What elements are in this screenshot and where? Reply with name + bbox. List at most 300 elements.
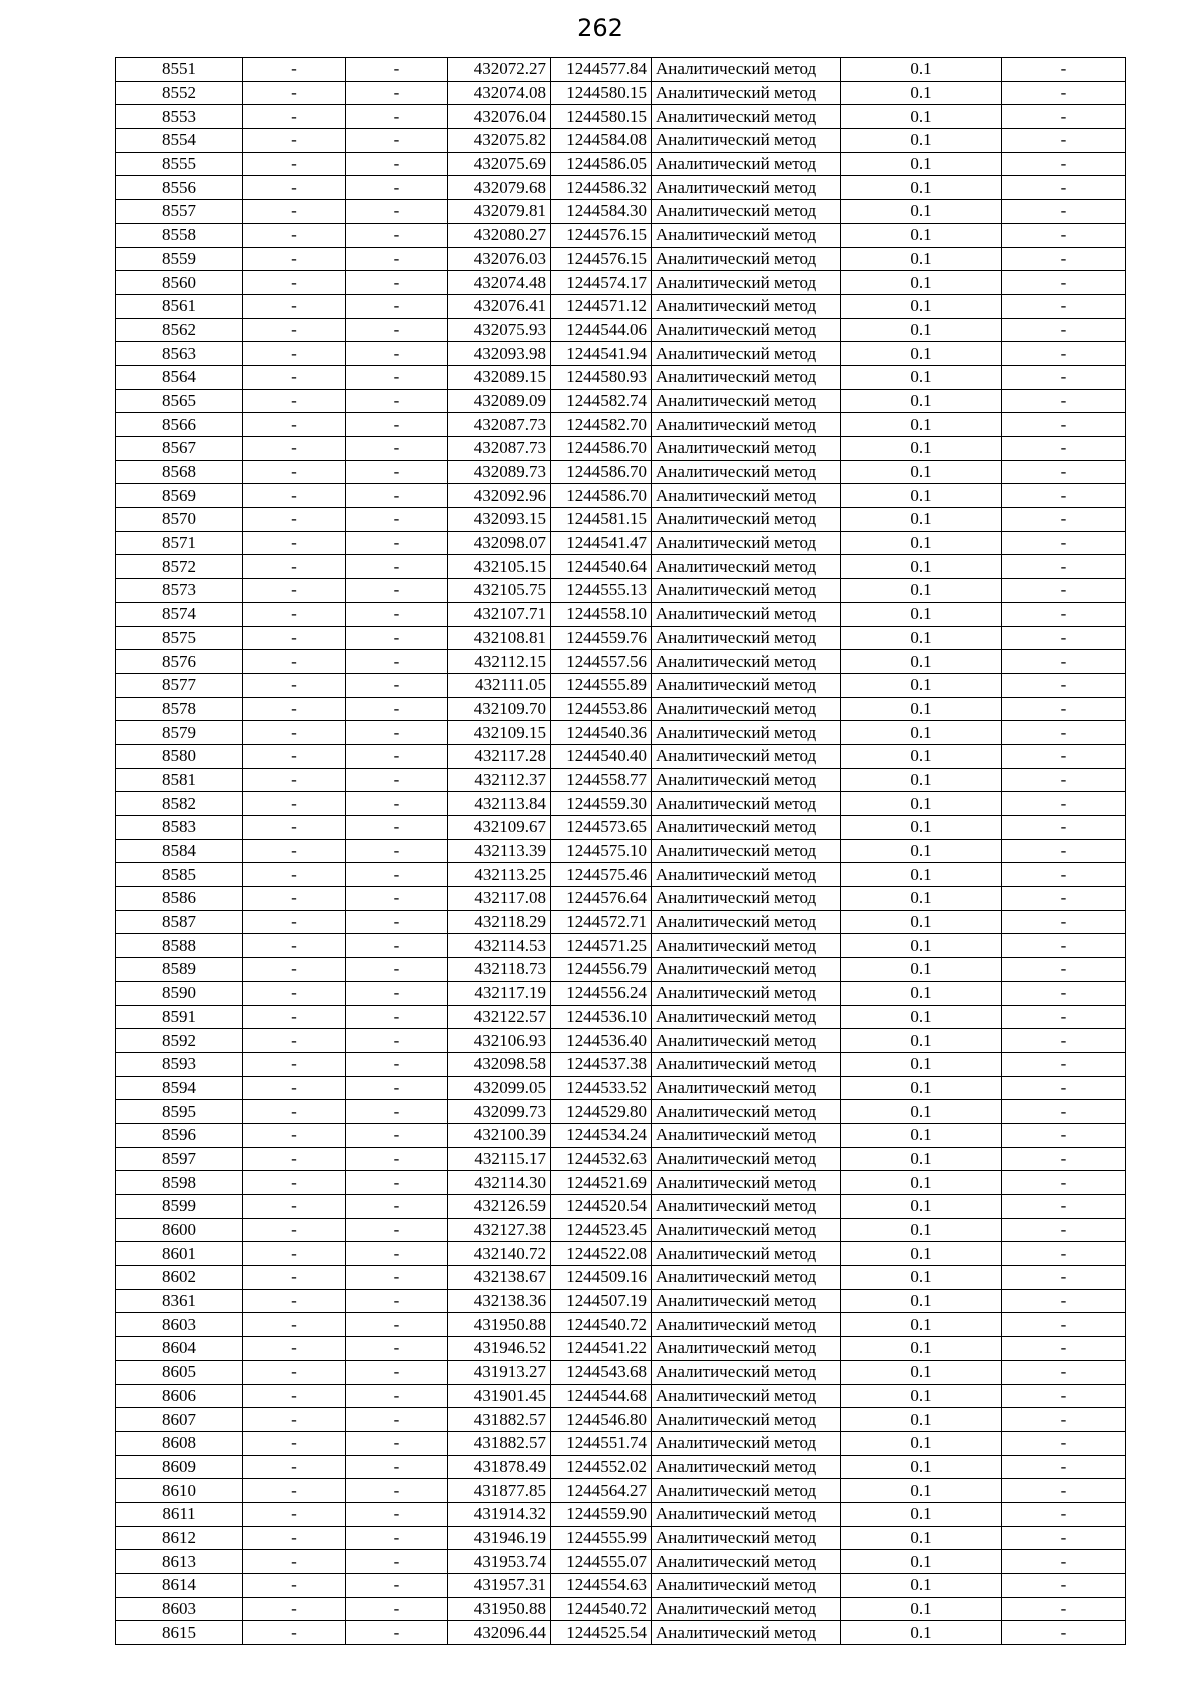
empty-cell: - [243,768,346,792]
method-cell: Аналитический метод [652,910,841,934]
accuracy-cell: 0.1 [841,1266,1002,1290]
accuracy-cell: 0.1 [841,1313,1002,1337]
table-row [116,1052,1126,1076]
note-cell: - [1002,887,1126,911]
table-row [116,271,1126,295]
empty-cell: - [243,1574,346,1598]
y-coordinate-cell: 1244522.08 [551,1242,652,1266]
accuracy-cell: 0.1 [841,460,1002,484]
method-cell: Аналитический метод [652,1597,841,1621]
note-cell: - [1002,1195,1126,1219]
note-cell: - [1002,1313,1126,1337]
point-number-cell: 8596 [116,1123,243,1147]
accuracy-cell: 0.1 [841,1479,1002,1503]
point-number-cell: 8591 [116,1005,243,1029]
accuracy-cell: 0.1 [841,697,1002,721]
empty-cell: - [243,673,346,697]
accuracy-cell: 0.1 [841,887,1002,911]
accuracy-cell: 0.1 [841,1408,1002,1432]
y-coordinate-cell: 1244507.19 [551,1289,652,1313]
point-number-cell: 8603 [116,1313,243,1337]
y-coordinate-cell: 1244541.47 [551,531,652,555]
table-row [116,1242,1126,1266]
y-coordinate-cell: 1244577.84 [551,58,652,82]
x-coordinate-cell: 432076.41 [448,294,551,318]
empty-cell: - [243,744,346,768]
empty-cell: - [346,721,448,745]
y-coordinate-cell: 1244559.90 [551,1502,652,1526]
point-number-cell: 8589 [116,958,243,982]
note-cell: - [1002,816,1126,840]
table-row [116,626,1126,650]
accuracy-cell: 0.1 [841,555,1002,579]
table-row [116,105,1126,129]
table-row [116,555,1126,579]
note-cell: - [1002,1360,1126,1384]
empty-cell: - [346,863,448,887]
x-coordinate-cell: 432074.48 [448,271,551,295]
x-coordinate-cell: 431878.49 [448,1455,551,1479]
table-row [116,744,1126,768]
y-coordinate-cell: 1244523.45 [551,1218,652,1242]
table-row [116,958,1126,982]
empty-cell: - [243,200,346,224]
point-number-cell: 8573 [116,579,243,603]
empty-cell: - [243,1431,346,1455]
point-number-cell: 8553 [116,105,243,129]
point-number-cell: 8563 [116,342,243,366]
table-row [116,1621,1126,1645]
accuracy-cell: 0.1 [841,1171,1002,1195]
accuracy-cell: 0.1 [841,981,1002,1005]
method-cell: Аналитический метод [652,981,841,1005]
x-coordinate-cell: 432092.96 [448,484,551,508]
x-coordinate-cell: 431877.85 [448,1479,551,1503]
note-cell: - [1002,721,1126,745]
x-coordinate-cell: 432079.68 [448,176,551,200]
empty-cell: - [243,271,346,295]
x-coordinate-cell: 432109.70 [448,697,551,721]
x-coordinate-cell: 432111.05 [448,673,551,697]
y-coordinate-cell: 1244584.30 [551,200,652,224]
y-coordinate-cell: 1244586.05 [551,152,652,176]
y-coordinate-cell: 1244540.36 [551,721,652,745]
method-cell: Аналитический метод [652,1550,841,1574]
note-cell: - [1002,1052,1126,1076]
accuracy-cell: 0.1 [841,1431,1002,1455]
method-cell: Аналитический метод [652,1621,841,1645]
empty-cell: - [346,1289,448,1313]
x-coordinate-cell: 432080.27 [448,223,551,247]
table-row [116,460,1126,484]
point-number-cell: 8571 [116,531,243,555]
method-cell: Аналитический метод [652,1574,841,1598]
empty-cell: - [243,1550,346,1574]
x-coordinate-cell: 431950.88 [448,1597,551,1621]
x-coordinate-cell: 431914.32 [448,1502,551,1526]
table-row [116,318,1126,342]
note-cell: - [1002,1479,1126,1503]
note-cell: - [1002,1029,1126,1053]
accuracy-cell: 0.1 [841,152,1002,176]
empty-cell: - [346,673,448,697]
empty-cell: - [346,1266,448,1290]
x-coordinate-cell: 431901.45 [448,1384,551,1408]
point-number-cell: 8581 [116,768,243,792]
method-cell: Аналитический метод [652,1147,841,1171]
point-number-cell: 8606 [116,1384,243,1408]
point-number-cell: 8597 [116,1147,243,1171]
accuracy-cell: 0.1 [841,1076,1002,1100]
point-number-cell: 8595 [116,1100,243,1124]
y-coordinate-cell: 1244586.70 [551,484,652,508]
method-cell: Аналитический метод [652,508,841,532]
method-cell: Аналитический метод [652,1123,841,1147]
note-cell: - [1002,744,1126,768]
empty-cell: - [243,1526,346,1550]
point-number-cell: 8566 [116,413,243,437]
x-coordinate-cell: 432075.69 [448,152,551,176]
point-number-cell: 8557 [116,200,243,224]
table-row [116,1550,1126,1574]
note-cell: - [1002,934,1126,958]
x-coordinate-cell: 431953.74 [448,1550,551,1574]
empty-cell: - [243,105,346,129]
note-cell: - [1002,910,1126,934]
table-row [116,389,1126,413]
accuracy-cell: 0.1 [841,1218,1002,1242]
note-cell: - [1002,1242,1126,1266]
empty-cell: - [243,81,346,105]
empty-cell: - [346,1171,448,1195]
empty-cell: - [243,1242,346,1266]
table-row [116,1029,1126,1053]
method-cell: Аналитический метод [652,1029,841,1053]
accuracy-cell: 0.1 [841,958,1002,982]
note-cell: - [1002,1076,1126,1100]
y-coordinate-cell: 1244521.69 [551,1171,652,1195]
table-row [116,1147,1126,1171]
x-coordinate-cell: 432117.08 [448,887,551,911]
empty-cell: - [346,1195,448,1219]
empty-cell: - [346,697,448,721]
note-cell: - [1002,697,1126,721]
empty-cell: - [243,934,346,958]
table-row [116,1171,1126,1195]
empty-cell: - [346,389,448,413]
note-cell: - [1002,650,1126,674]
x-coordinate-cell: 432109.15 [448,721,551,745]
empty-cell: - [346,981,448,1005]
table-row [116,1218,1126,1242]
empty-cell: - [346,768,448,792]
method-cell: Аналитический метод [652,744,841,768]
method-cell: Аналитический метод [652,58,841,82]
x-coordinate-cell: 431946.52 [448,1337,551,1361]
empty-cell: - [243,1171,346,1195]
note-cell: - [1002,294,1126,318]
x-coordinate-cell: 432087.73 [448,437,551,461]
table-row [116,1526,1126,1550]
x-coordinate-cell: 432138.36 [448,1289,551,1313]
empty-cell: - [346,176,448,200]
y-coordinate-cell: 1244582.74 [551,389,652,413]
empty-cell: - [243,1029,346,1053]
table-row [116,294,1126,318]
empty-cell: - [346,602,448,626]
point-number-cell: 8586 [116,887,243,911]
method-cell: Аналитический метод [652,1076,841,1100]
x-coordinate-cell: 432098.58 [448,1052,551,1076]
empty-cell: - [243,1621,346,1645]
accuracy-cell: 0.1 [841,721,1002,745]
accuracy-cell: 0.1 [841,105,1002,129]
table-row [116,1266,1126,1290]
method-cell: Аналитический метод [652,1337,841,1361]
empty-cell: - [346,200,448,224]
method-cell: Аналитический метод [652,1289,841,1313]
x-coordinate-cell: 432089.15 [448,365,551,389]
x-coordinate-cell: 432079.81 [448,200,551,224]
y-coordinate-cell: 1244543.68 [551,1360,652,1384]
point-number-cell: 8577 [116,673,243,697]
note-cell: - [1002,1005,1126,1029]
y-coordinate-cell: 1244576.64 [551,887,652,911]
method-cell: Аналитический метод [652,318,841,342]
note-cell: - [1002,579,1126,603]
note-cell: - [1002,768,1126,792]
y-coordinate-cell: 1244509.16 [551,1266,652,1290]
table-row [116,484,1126,508]
x-coordinate-cell: 432098.07 [448,531,551,555]
empty-cell: - [346,437,448,461]
empty-cell: - [243,910,346,934]
point-number-cell: 8593 [116,1052,243,1076]
note-cell: - [1002,626,1126,650]
method-cell: Аналитический метод [652,602,841,626]
method-cell: Аналитический метод [652,673,841,697]
empty-cell: - [243,1337,346,1361]
empty-cell: - [243,579,346,603]
accuracy-cell: 0.1 [841,1195,1002,1219]
table-row [116,816,1126,840]
method-cell: Аналитический метод [652,1313,841,1337]
method-cell: Аналитический метод [652,1195,841,1219]
x-coordinate-cell: 432112.37 [448,768,551,792]
table-row [116,365,1126,389]
empty-cell: - [243,1384,346,1408]
table-row [116,673,1126,697]
empty-cell: - [346,1431,448,1455]
point-number-cell: 8567 [116,437,243,461]
empty-cell: - [346,1076,448,1100]
point-number-cell: 8559 [116,247,243,271]
note-cell: - [1002,1171,1126,1195]
empty-cell: - [243,1313,346,1337]
point-number-cell: 8569 [116,484,243,508]
note-cell: - [1002,200,1126,224]
point-number-cell: 8583 [116,816,243,840]
y-coordinate-cell: 1244580.93 [551,365,652,389]
y-coordinate-cell: 1244574.17 [551,271,652,295]
note-cell: - [1002,105,1126,129]
empty-cell: - [346,626,448,650]
empty-cell: - [243,1076,346,1100]
accuracy-cell: 0.1 [841,1337,1002,1361]
empty-cell: - [346,1597,448,1621]
y-coordinate-cell: 1244555.13 [551,579,652,603]
method-cell: Аналитический метод [652,1100,841,1124]
x-coordinate-cell: 432138.67 [448,1266,551,1290]
empty-cell: - [346,1123,448,1147]
accuracy-cell: 0.1 [841,1147,1002,1171]
point-number-cell: 8558 [116,223,243,247]
y-coordinate-cell: 1244580.15 [551,105,652,129]
table-row [116,768,1126,792]
x-coordinate-cell: 432076.04 [448,105,551,129]
point-number-cell: 8594 [116,1076,243,1100]
y-coordinate-cell: 1244534.24 [551,1123,652,1147]
empty-cell: - [243,437,346,461]
accuracy-cell: 0.1 [841,626,1002,650]
method-cell: Аналитический метод [652,863,841,887]
empty-cell: - [243,484,346,508]
point-number-cell: 8610 [116,1479,243,1503]
empty-cell: - [346,839,448,863]
note-cell: - [1002,223,1126,247]
accuracy-cell: 0.1 [841,294,1002,318]
empty-cell: - [243,389,346,413]
method-cell: Аналитический метод [652,768,841,792]
y-coordinate-cell: 1244582.70 [551,413,652,437]
method-cell: Аналитический метод [652,389,841,413]
table-row [116,247,1126,271]
note-cell: - [1002,1337,1126,1361]
table-row [116,1289,1126,1313]
accuracy-cell: 0.1 [841,531,1002,555]
table-row [116,981,1126,1005]
note-cell: - [1002,1100,1126,1124]
table-row [116,1360,1126,1384]
empty-cell: - [346,484,448,508]
point-number-cell: 8578 [116,697,243,721]
empty-cell: - [243,294,346,318]
y-coordinate-cell: 1244575.10 [551,839,652,863]
accuracy-cell: 0.1 [841,1052,1002,1076]
table-row [116,792,1126,816]
y-coordinate-cell: 1244537.38 [551,1052,652,1076]
method-cell: Аналитический метод [652,839,841,863]
method-cell: Аналитический метод [652,626,841,650]
method-cell: Аналитический метод [652,437,841,461]
method-cell: Аналитический метод [652,484,841,508]
accuracy-cell: 0.1 [841,1621,1002,1645]
x-coordinate-cell: 432122.57 [448,1005,551,1029]
point-number-cell: 8582 [116,792,243,816]
accuracy-cell: 0.1 [841,1289,1002,1313]
point-number-cell: 8361 [116,1289,243,1313]
table-row [116,58,1126,82]
y-coordinate-cell: 1244558.10 [551,602,652,626]
x-coordinate-cell: 432113.84 [448,792,551,816]
point-number-cell: 8611 [116,1502,243,1526]
y-coordinate-cell: 1244573.65 [551,816,652,840]
y-coordinate-cell: 1244559.76 [551,626,652,650]
y-coordinate-cell: 1244536.40 [551,1029,652,1053]
method-cell: Аналитический метод [652,1431,841,1455]
empty-cell: - [243,152,346,176]
empty-cell: - [346,744,448,768]
x-coordinate-cell: 432118.73 [448,958,551,982]
x-coordinate-cell: 432115.17 [448,1147,551,1171]
accuracy-cell: 0.1 [841,863,1002,887]
accuracy-cell: 0.1 [841,247,1002,271]
empty-cell: - [346,1455,448,1479]
accuracy-cell: 0.1 [841,1384,1002,1408]
note-cell: - [1002,1218,1126,1242]
empty-cell: - [346,958,448,982]
x-coordinate-cell: 431913.27 [448,1360,551,1384]
point-number-cell: 8608 [116,1431,243,1455]
table-row [116,697,1126,721]
note-cell: - [1002,1550,1126,1574]
method-cell: Аналитический метод [652,105,841,129]
note-cell: - [1002,1289,1126,1313]
empty-cell: - [346,1384,448,1408]
point-number-cell: 8555 [116,152,243,176]
empty-cell: - [243,1147,346,1171]
method-cell: Аналитический метод [652,555,841,579]
empty-cell: - [243,1360,346,1384]
table-row [116,1005,1126,1029]
empty-cell: - [346,1502,448,1526]
method-cell: Аналитический метод [652,1384,841,1408]
y-coordinate-cell: 1244546.80 [551,1408,652,1432]
empty-cell: - [346,365,448,389]
x-coordinate-cell: 432099.73 [448,1100,551,1124]
accuracy-cell: 0.1 [841,1360,1002,1384]
note-cell: - [1002,839,1126,863]
accuracy-cell: 0.1 [841,1005,1002,1029]
empty-cell: - [346,910,448,934]
y-coordinate-cell: 1244541.22 [551,1337,652,1361]
y-coordinate-cell: 1244533.52 [551,1076,652,1100]
method-cell: Аналитический метод [652,413,841,437]
y-coordinate-cell: 1244559.30 [551,792,652,816]
x-coordinate-cell: 432076.03 [448,247,551,271]
method-cell: Аналитический метод [652,1242,841,1266]
x-coordinate-cell: 432106.93 [448,1029,551,1053]
empty-cell: - [243,839,346,863]
note-cell: - [1002,413,1126,437]
method-cell: Аналитический метод [652,271,841,295]
point-number-cell: 8556 [116,176,243,200]
note-cell: - [1002,1123,1126,1147]
x-coordinate-cell: 432089.73 [448,460,551,484]
point-number-cell: 8615 [116,1621,243,1645]
point-number-cell: 8574 [116,602,243,626]
note-cell: - [1002,58,1126,82]
point-number-cell: 8568 [116,460,243,484]
x-coordinate-cell: 432117.19 [448,981,551,1005]
empty-cell: - [243,1218,346,1242]
empty-cell: - [346,271,448,295]
y-coordinate-cell: 1244544.06 [551,318,652,342]
accuracy-cell: 0.1 [841,129,1002,153]
x-coordinate-cell: 432105.75 [448,579,551,603]
x-coordinate-cell: 432112.15 [448,650,551,674]
x-coordinate-cell: 432099.05 [448,1076,551,1100]
